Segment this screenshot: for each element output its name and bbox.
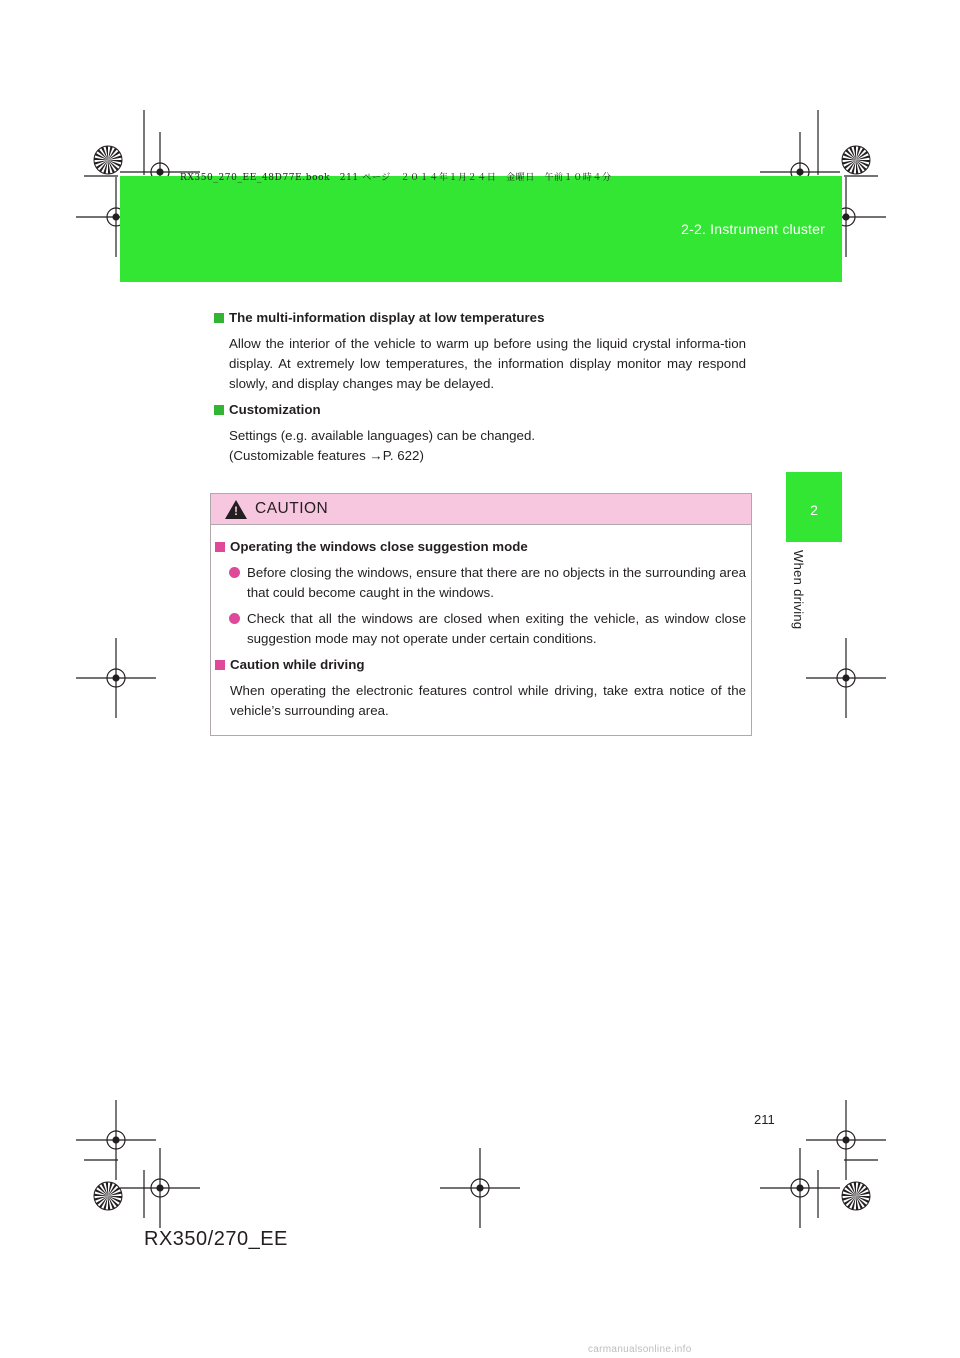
square-bullet-icon <box>214 313 224 323</box>
caution-bullet: Before closing the windows, ensure that there are no objects in the surrounding area that could become caught in the windows. <box>247 563 746 603</box>
caution-heading: Operating the windows close suggestion mode <box>215 537 746 557</box>
round-bullet-icon <box>229 613 240 624</box>
starburst-registration-icon <box>94 1182 122 1210</box>
crosshair-icon <box>120 1148 200 1228</box>
square-bullet-icon <box>215 660 225 670</box>
chapter-tab[interactable] <box>786 472 842 542</box>
page-number: 211 <box>754 1112 775 1127</box>
caution-box <box>210 493 752 736</box>
square-bullet-icon <box>214 405 224 415</box>
note-heading: The multi-information display at low temperatures <box>214 308 746 328</box>
square-bullet-icon <box>215 542 225 552</box>
round-bullet-icon <box>229 567 240 578</box>
section-title: 2-2. Instrument cluster <box>681 221 825 237</box>
starburst-registration-icon <box>842 146 870 174</box>
model-name: RX350/270_EE <box>144 1228 288 1250</box>
crosshair-icon <box>76 638 156 718</box>
note-paragraph: Allow the interior of the vehicle to warm up before using the liquid crystal informa-tion display. At extremely low temperatures, the information display monitor may respond slowly, and display changes may be delayed. <box>229 336 746 391</box>
chapter-label: When driving <box>791 550 806 630</box>
caution-body <box>211 525 751 721</box>
notes-section <box>214 308 746 466</box>
note-heading: Customization <box>214 400 746 420</box>
caution-bullet: Check that all the windows are closed when exiting the vehicle, as window close suggestion mode may not operate under certain conditions. <box>247 609 746 649</box>
crosshair-icon <box>440 1148 520 1228</box>
crosshair-icon <box>806 1100 886 1180</box>
watermark: carmanualsonline.info <box>588 1344 692 1355</box>
crosshair-icon <box>760 1148 840 1228</box>
note-paragraph: Settings (e.g. available languages) can be changed. (Customizable features →P. 622) <box>229 428 536 463</box>
crosshair-icon <box>806 638 886 718</box>
caution-header: ! CAUTION <box>211 494 751 525</box>
starburst-registration-icon <box>842 1182 870 1210</box>
caution-heading: Caution while driving <box>215 655 746 675</box>
crosshair-icon <box>76 1100 156 1180</box>
book-info-line: RX350_270_EE_48D77E.book 211 ページ ２０１４年１月２４日 金曜日 午前１０時４分 <box>180 173 612 183</box>
chapter-number: 2 <box>810 502 818 518</box>
caution-title: CAUTION <box>255 500 329 517</box>
starburst-registration-icon <box>94 146 122 174</box>
caution-paragraph: When operating the electronic features control while driving, take extra notice of the vehicle’s surrounding area. <box>230 683 746 718</box>
